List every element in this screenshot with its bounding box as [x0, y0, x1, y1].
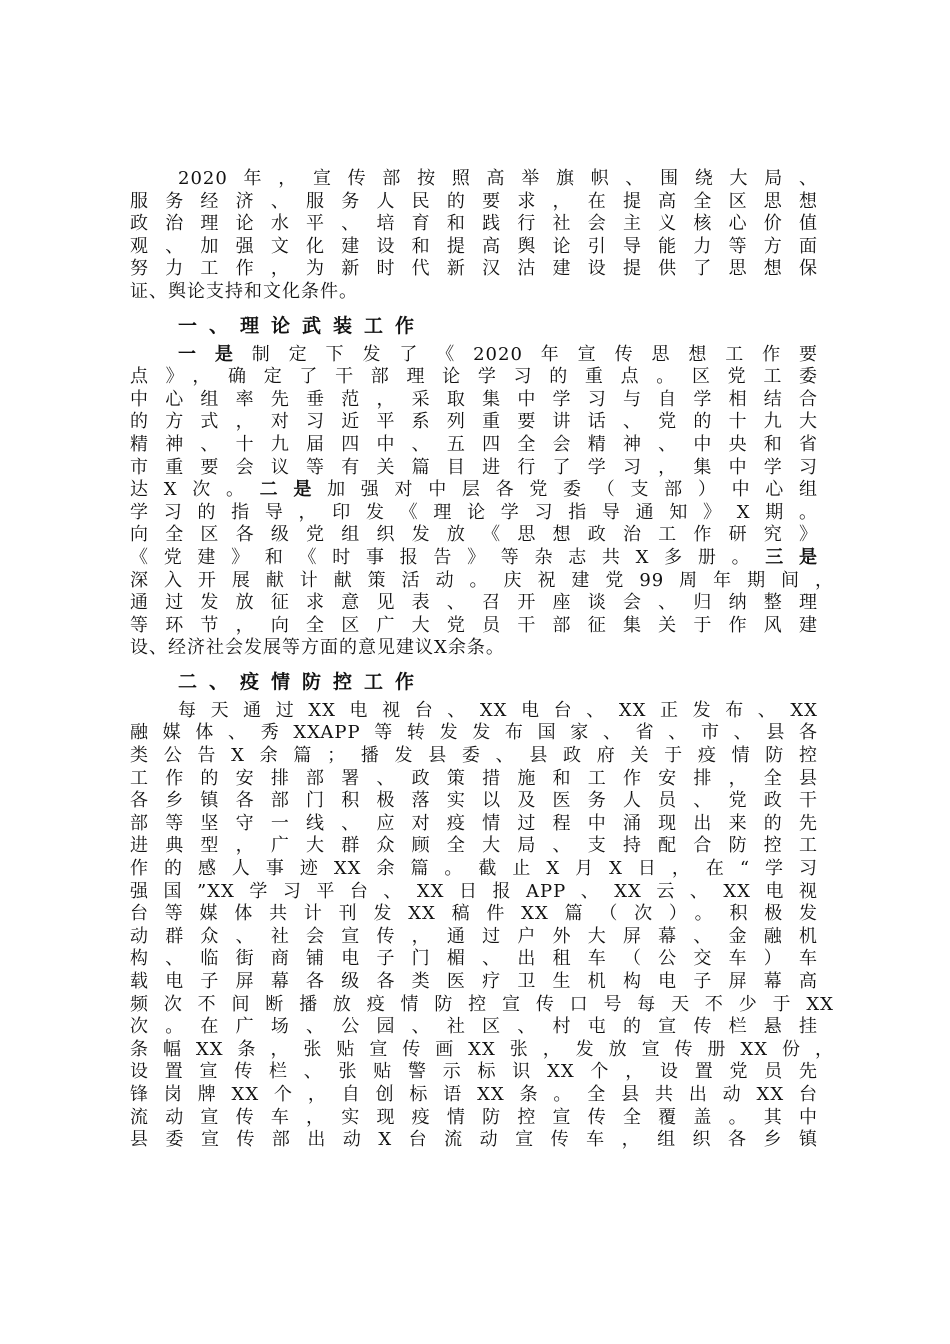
bold-marker: 二是 [259, 479, 328, 501]
section-heading-theory: 一、理论武装工作 [178, 314, 427, 337]
text-line: 流动宣传车，实现疫情防控宣传全覆盖。其中 [130, 1106, 818, 1128]
text-line: 深入开展献计献策活动。庆祝建党99周年期间， [130, 569, 834, 591]
text-run: 达X次。 [130, 479, 260, 501]
text-run: 加强对中层各党委（支部）中心组 [327, 479, 818, 501]
text-line: 部等坚守一线、应对疫情过程中涌现出来的先 [130, 812, 818, 834]
text-line: 作的感人事迹XX余篇。截止X月X日，在“学习 [130, 858, 818, 880]
text-run: 《党建》和《时事报告》等杂志共X多册。 [130, 546, 766, 568]
text-line: 精神、十九届四中、五四全会精神、中央和省 [130, 433, 818, 455]
text-line: 每天通过XX电视台、XX电台、XX正发布、XX [178, 699, 818, 721]
text-line: 努力工作，为新时代新汉沽建设提供了思想保 [130, 258, 818, 280]
text-line: 服务经济、服务人民的要求，在提高全区思想 [130, 190, 818, 212]
text-line: 锋岗牌XX个，自创标语XX条。全县共出动XX台 [130, 1083, 818, 1105]
text-line: 动群众、社会宣传，通过户外大屏幕、金融机 [130, 925, 818, 947]
text-line: 市重要会议等有关篇目进行了学习，集中学习 [130, 456, 818, 478]
text-line: 融媒体、秀XXAPP等转发发布国家、省、市、县各 [130, 722, 818, 744]
text-line [130, 479, 818, 502]
text-line: 频次不间断播放疫情防控宣传口号每天不少于XX [130, 993, 834, 1015]
document-page [130, 168, 834, 1152]
text-line: 台等媒体共计刊发XX稿件XX篇（次）。积极发 [130, 903, 818, 925]
bold-marker: 一是 [178, 343, 252, 365]
text-line: 学习的指导，印发《理论学习指导通知》X期。 [130, 501, 818, 523]
text-line: 通过发放征求意见表、召开座谈会、归纳整理 [130, 592, 818, 614]
text-line: 的方式，对习近平系列重要讲话、党的十九大 [130, 411, 818, 433]
text-run: 制定下发了《2020年宣传思想工作要 [251, 343, 819, 365]
text-line: 次。在广场、公园、社区、村屯的宣传栏悬挂 [130, 1016, 818, 1038]
text-line: 载电子屏幕各级各类医疗卫生机构电子屏幕高 [130, 971, 818, 992]
bold-marker: 三是 [765, 546, 818, 568]
text-line: 设、经济社会发展等方面的意见建议X余条。 [130, 637, 505, 659]
text-line: 2020年，宣传部按照高举旗帜、围绕大局、 [178, 168, 818, 189]
text-line: 设置宣传栏、张贴警示标识XX个，设置党员先 [130, 1061, 818, 1083]
text-line: 强国”XX学习平台、XX日报APP、XX云、XX电视 [130, 880, 818, 902]
text-line: 观、加强文化建设和提高舆论引导能力等方面 [130, 235, 818, 257]
text-line: 政治理论水平、培育和践行社会主义核心价值 [130, 213, 818, 235]
text-line: 点》，确定了干部理论学习的重点。区党工委 [130, 366, 818, 388]
text-line: 等环节，向全区广大党员干部征集关于作风建 [130, 614, 818, 636]
text-line: 县委宣传部出动X台流动宣传车，组织各乡镇 [130, 1129, 818, 1151]
text-line: 中心组率先垂范，采取集中学习与自学相结合 [130, 388, 818, 410]
text-line: 类公告X余篇；播发县委、县政府关于疫情防控 [130, 745, 818, 767]
text-line: 证、舆论支持和文化条件。 [130, 280, 358, 302]
section-body-theory [130, 343, 834, 660]
text-line: 条幅XX条，张贴宣传画XX张，发放宣传册XX份， [130, 1038, 834, 1060]
section-body-epidemic [130, 699, 834, 1152]
text-line [130, 344, 818, 367]
text-line: 构、临街商铺电子门楣、出租车（公交车）车 [130, 948, 818, 970]
section-heading-epidemic: 二、疫情防控工作 [178, 670, 427, 693]
text-line: 各乡镇各部门积极落实以及医务人员、党政干 [130, 790, 818, 812]
intro-paragraph [130, 168, 818, 304]
text-line: 向全区各级党组织发放《思想政治工作研究》 [130, 524, 818, 546]
text-line: 工作的安排部署、政策措施和工作安排，全县 [130, 767, 818, 789]
text-line: 进典型，广大群众顾全大局、支持配合防控工 [130, 835, 818, 857]
text-line [130, 547, 818, 570]
